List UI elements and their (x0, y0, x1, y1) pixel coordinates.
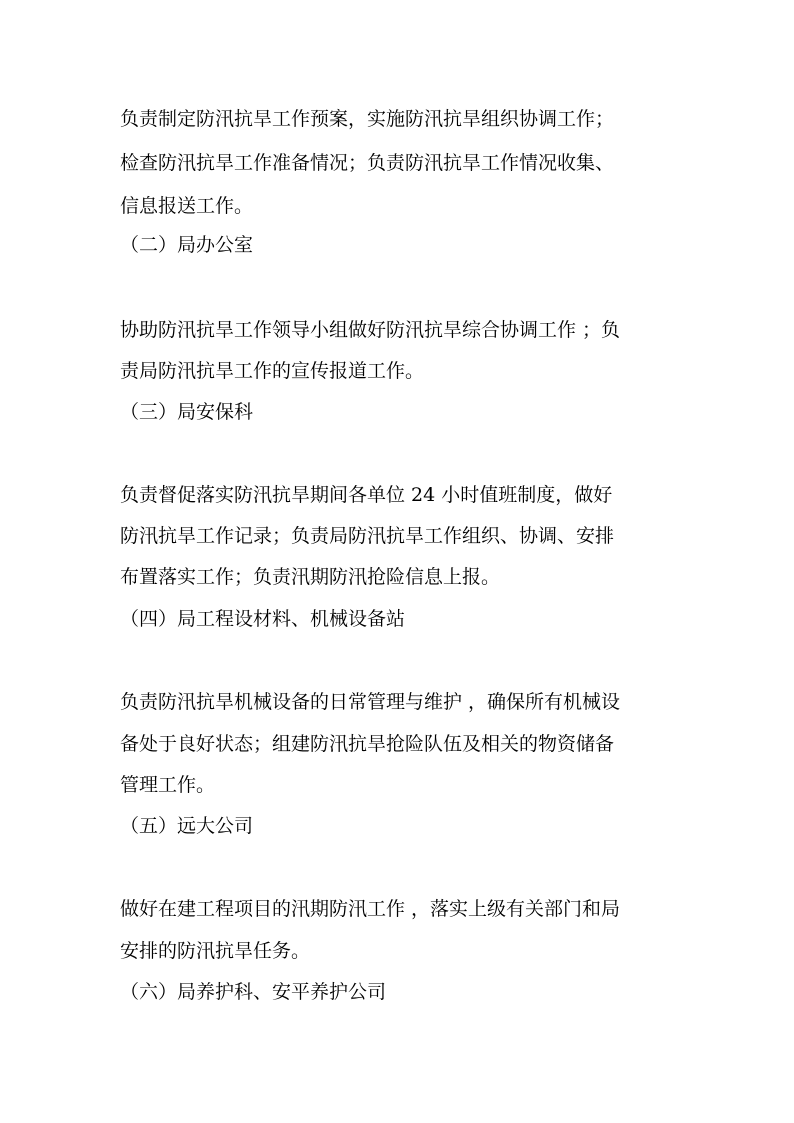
paragraph-line: 信息报送工作。 (120, 195, 254, 217)
paragraph-line: 布置落实工作；负责汛期防汛抢险信息上报。 (120, 566, 501, 588)
section-heading: （三）局安保科 (120, 401, 254, 423)
paragraph-line: 负责防汛抗旱机械设备的日常管理与维护 ，确保所有机械设 (120, 691, 621, 713)
paragraph-line: 负责制定防汛抗旱工作预案，实施防汛抗旱组织协调工作； (120, 108, 615, 130)
section-heading: （四）局工程设材料、机械设备站 (120, 608, 406, 630)
section-heading: （六）局养护科、安平养护公司 (120, 981, 387, 1003)
paragraph-line: 责局防汛抗旱工作的宣传报道工作。 (120, 360, 425, 382)
paragraph-line: 负责督促落实防汛抗旱期间各单位 24 小时值班制度，做好 (120, 484, 613, 506)
paragraph-line: 管理工作。 (120, 774, 216, 796)
section-heading: （二）局办公室 (120, 234, 254, 256)
paragraph-line: 安排的防汛抗旱任务。 (120, 940, 311, 962)
section-heading: （五）远大公司 (120, 815, 254, 837)
paragraph-line: 检查防汛抗旱工作准备情况；负责防汛抗旱工作情况收集、 (120, 152, 615, 174)
paragraph-line: 防汛抗旱工作记录；负责局防汛抗旱工作组织、协调、安排 (120, 525, 615, 547)
paragraph-line: 协助防汛抗旱工作领导小组做好防汛抗旱综合协调工作 ；负 (120, 319, 621, 341)
paragraph-line: 备处于良好状态；组建防汛抗旱抢险队伍及相关的物资储备 (120, 733, 615, 755)
paragraph-line: 做好在建工程项目的汛期防汛工作 ，落实上级有关部门和局 (120, 898, 621, 920)
